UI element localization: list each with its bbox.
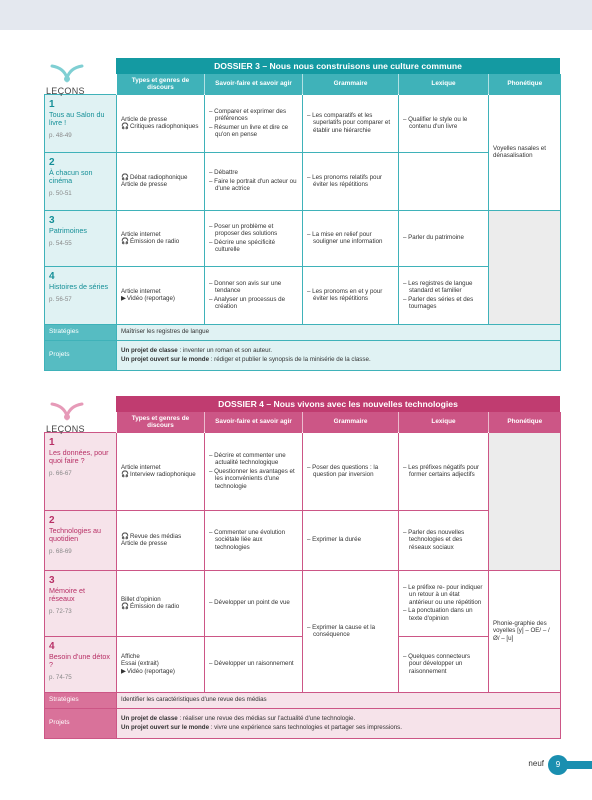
- type-item: Essai (extrait): [121, 660, 159, 668]
- lesson-cell[interactable]: [45, 152, 117, 210]
- lesson-number: 2: [49, 514, 55, 526]
- lesson-number: 3: [49, 574, 55, 586]
- savoir-item: – Résumer un livre et dire ce qu'on en pense: [209, 124, 298, 139]
- projets-value: [117, 708, 561, 738]
- lesson-cell[interactable]: [45, 210, 117, 266]
- savoir-cell: [205, 510, 303, 570]
- type-item: Article de presse: [121, 115, 168, 123]
- lecons-label: LEÇONS: [46, 424, 85, 434]
- type-item: Article internet: [121, 463, 161, 471]
- lesson-number: 3: [49, 214, 55, 226]
- projets-label: Projets: [45, 708, 117, 738]
- lexique-item: – Le préfixe re- pour indiquer un retour à un état antérieur ou une répétition: [403, 584, 484, 606]
- projets-label: Projets: [45, 340, 117, 370]
- lesson-pages: p. 72-73: [49, 608, 72, 616]
- grammaire-cell: [303, 152, 399, 210]
- savoir-cell: [205, 636, 303, 692]
- lesson-pages: p. 74-75: [49, 674, 72, 682]
- dossier-table: [44, 412, 561, 739]
- savoir-cell: [205, 94, 303, 152]
- header-phonetique: Phonétique: [489, 74, 561, 94]
- dossier-4-block: [44, 396, 560, 739]
- lexique-item: – Parler des nouvelles technologies et des réseaux sociaux: [403, 529, 484, 551]
- lesson-title: Histoires de séries: [49, 281, 109, 291]
- projets-value: [117, 340, 561, 370]
- savoir-item: – Commenter une évolution sociétale liée aux technologies: [209, 529, 298, 551]
- lexique-cell: [399, 432, 489, 510]
- dossier-title: DOSSIER 4 – Nous vivons avec les nouvelles technologies: [116, 396, 560, 412]
- headphones-icon: 🎧: [121, 173, 129, 181]
- lesson-pages: p. 66-67: [49, 470, 72, 478]
- lesson-title: Technologies au quotidien: [49, 525, 101, 543]
- dossier-table: [44, 74, 561, 371]
- phonetique-cell: Phonie-graphie des voyelles [y] – OE/ – /Ø/ – [u]: [489, 570, 561, 692]
- types-cell: [117, 152, 205, 210]
- savoir-item: – Décrire et commenter une actualité technologique: [209, 452, 298, 467]
- lexique-item: – Les registres de langue standard et familier: [403, 280, 484, 295]
- savoir-item: – Questionner les avantages et les inconvénients d'une technologie: [209, 468, 298, 490]
- lesson-number: 2: [49, 156, 55, 168]
- projet-classe: Un projet de classe : réaliser une revue des médias sur l'actualité d'une technologie.: [121, 714, 356, 722]
- lexique-cell: [399, 570, 489, 636]
- type-item: 🎧Débat radiophonique: [121, 173, 188, 181]
- lesson-number: 4: [49, 640, 55, 652]
- lecons-logo-icon: [50, 62, 84, 84]
- header-grammaire: Grammaire: [303, 412, 399, 432]
- type-item: 🎧Interview radiophonique: [121, 471, 196, 478]
- type-item: Article internet: [121, 230, 161, 238]
- grammaire-item: – Les comparatifs et les superlatifs pour comparer et établir une hiérarchie: [307, 112, 394, 134]
- lesson-pages: p. 56-57: [49, 295, 72, 303]
- types-cell: [117, 570, 205, 636]
- lesson-title: Mémoire et réseaux: [49, 585, 85, 603]
- types-cell: [117, 636, 205, 692]
- lexique-cell: [399, 266, 489, 324]
- savoir-item: – Développer un point de vue: [209, 599, 298, 606]
- savoir-item: – Débattre: [209, 169, 298, 176]
- types-cell: [117, 432, 205, 510]
- strategies-label: Stratégies: [45, 692, 117, 708]
- type-item: Article de presse: [121, 181, 168, 188]
- lesson-number: 4: [49, 270, 55, 282]
- header-types: Types et genres de discours: [117, 412, 205, 432]
- lesson-title: Besoin d'une détox ?: [49, 651, 110, 669]
- headphones-icon: 🎧: [121, 532, 129, 540]
- headphones-icon: 🎧: [121, 238, 129, 245]
- lesson-cell[interactable]: [45, 570, 117, 636]
- type-item: Article internet: [121, 287, 161, 295]
- projet-classe: Un projet de classe : inventer un roman et son auteur.: [121, 346, 272, 354]
- lesson-title: Patrimoines: [49, 225, 87, 235]
- lesson-cell[interactable]: [45, 636, 117, 692]
- savoir-item: – Donner son avis sur une tendance: [209, 280, 298, 295]
- dossier-title: DOSSIER 3 – Nous nous construisons une culture commune: [116, 58, 560, 74]
- lecons-logo: [46, 58, 106, 96]
- headphones-icon: 🎧: [121, 603, 129, 610]
- savoir-cell: [205, 266, 303, 324]
- type-item: 🎧Émission de radio: [121, 603, 180, 610]
- lesson-cell[interactable]: [45, 510, 117, 570]
- types-cell: [117, 94, 205, 152]
- type-item: ▶Vidéo (reportage): [121, 667, 175, 675]
- grammaire-cell: [303, 432, 399, 510]
- type-item: 🎧Revue des médias: [121, 532, 182, 540]
- lexique-item: – Parler du patrimoine: [403, 234, 484, 241]
- headphones-icon: 🎧: [121, 471, 129, 478]
- strategies-value: Maîtriser les registres de langue: [117, 324, 561, 340]
- header-lexique: Lexique: [399, 412, 489, 432]
- header-lexique: Lexique: [399, 74, 489, 94]
- projet-monde: Un projet ouvert sur le monde : rédiger et publier le synopsis de la minisérie de la classe.: [121, 356, 371, 363]
- lesson-title: Tous au Salon du livre !: [49, 109, 105, 127]
- lesson-pages: p. 50-51: [49, 190, 72, 198]
- savoir-item: – Faire le portrait d'un acteur ou d'une actrice: [209, 178, 298, 193]
- grammaire-item: – Exprimer la cause et la conséquence: [307, 624, 394, 639]
- type-item: Affiche: [121, 652, 140, 660]
- grammaire-cell: [303, 266, 399, 324]
- projet-monde: Un projet ouvert sur le monde : vivre une expérience sans technologies et partager ses impressions.: [121, 724, 402, 731]
- phonetique-empty-cell: [489, 432, 561, 570]
- savoir-item: – Comparer et exprimer des préférences: [209, 108, 298, 123]
- lesson-pages: p. 48-49: [49, 132, 72, 140]
- lesson-title: Les données, pour quoi faire ?: [49, 447, 109, 465]
- lecons-logo-icon: [50, 400, 84, 422]
- strategies-value: Identifier les caractéristiques d'une revue des médias: [117, 692, 561, 708]
- top-bar: [0, 0, 592, 30]
- savoir-cell: [205, 432, 303, 510]
- savoir-item: – Analyser un processus de création: [209, 296, 298, 311]
- grammaire-cell: [303, 94, 399, 152]
- type-item: Billet d'opinion: [121, 595, 161, 603]
- phonetique-empty-cell: [489, 210, 561, 324]
- lesson-number: 1: [49, 98, 55, 110]
- lexique-item: – Les préfixes négatifs pour former certains adjectifs: [403, 464, 484, 479]
- types-cell: [117, 210, 205, 266]
- grammaire-item: – La mise en relief pour souligner une information: [307, 231, 394, 246]
- types-cell: [117, 266, 205, 324]
- header-savoir: Savoir-faire et savoir agir: [205, 412, 303, 432]
- strategies-label: Stratégies: [45, 324, 117, 340]
- page-number: [482, 752, 592, 778]
- savoir-cell: [205, 152, 303, 210]
- page-word: neuf: [528, 759, 544, 768]
- video-play-icon: ▶: [121, 295, 126, 302]
- page-number-badge: 9: [548, 755, 568, 775]
- lexique-item: – La ponctuation dans un texte d'opinion: [403, 607, 484, 622]
- type-item: 🎧Émission de radio: [121, 238, 180, 245]
- lecons-logo: [46, 396, 106, 434]
- types-cell: [117, 510, 205, 570]
- lexique-item: – Qualifier le style ou le contenu d'un livre: [403, 116, 484, 131]
- grammaire-cell: [303, 570, 399, 692]
- phonetique-cell: Voyelles nasales et dénasalisation: [489, 94, 561, 210]
- lexique-cell: [399, 636, 489, 692]
- lesson-cell[interactable]: [45, 266, 117, 324]
- lesson-number: 1: [49, 436, 55, 448]
- savoir-cell: [205, 570, 303, 636]
- lexique-cell: [399, 94, 489, 152]
- grammaire-cell: [303, 210, 399, 266]
- lesson-cell[interactable]: [45, 94, 117, 152]
- video-play-icon: ▶: [121, 667, 126, 675]
- type-item: Article de presse: [121, 540, 168, 547]
- header-grammaire: Grammaire: [303, 74, 399, 94]
- lesson-pages: p. 54-55: [49, 239, 72, 247]
- grammaire-item: – Les pronoms en et y pour éviter les répétitions: [307, 288, 394, 303]
- lexique-item: – Parler des séries et des tournages: [403, 296, 484, 311]
- header-types: Types et genres de discours: [117, 74, 205, 94]
- lexique-cell: [399, 210, 489, 266]
- savoir-item: – Décrire une spécificité culturelle: [209, 239, 298, 254]
- type-item: ▶Vidéo (reportage): [121, 295, 175, 302]
- headphones-icon: 🎧: [121, 123, 129, 130]
- lexique-cell: [399, 152, 489, 210]
- lecons-label: LEÇONS: [46, 86, 85, 96]
- grammaire-item: – Les pronoms relatifs pour éviter les répétitions: [307, 174, 394, 189]
- grammaire-item: – Poser des questions : la question par inversion: [307, 464, 394, 479]
- dossier-3-block: [44, 58, 560, 371]
- lesson-title: À chacun son cinéma: [49, 167, 93, 185]
- lexique-cell: [399, 510, 489, 570]
- lesson-pages: p. 68-69: [49, 548, 72, 556]
- type-item: 🎧Critiques radiophoniques: [121, 123, 199, 130]
- grammaire-item: – Exprimer la durée: [307, 536, 394, 543]
- header-savoir: Savoir-faire et savoir agir: [205, 74, 303, 94]
- savoir-cell: [205, 210, 303, 266]
- header-phonetique: Phonétique: [489, 412, 561, 432]
- grammaire-cell: [303, 510, 399, 570]
- savoir-item: – Poser un problème et proposer des solutions: [209, 223, 298, 238]
- savoir-item: – Développer un raisonnement: [209, 660, 298, 667]
- lesson-cell[interactable]: [45, 432, 117, 510]
- lexique-item: – Quelques connecteurs pour développer un raisonnement: [403, 653, 484, 675]
